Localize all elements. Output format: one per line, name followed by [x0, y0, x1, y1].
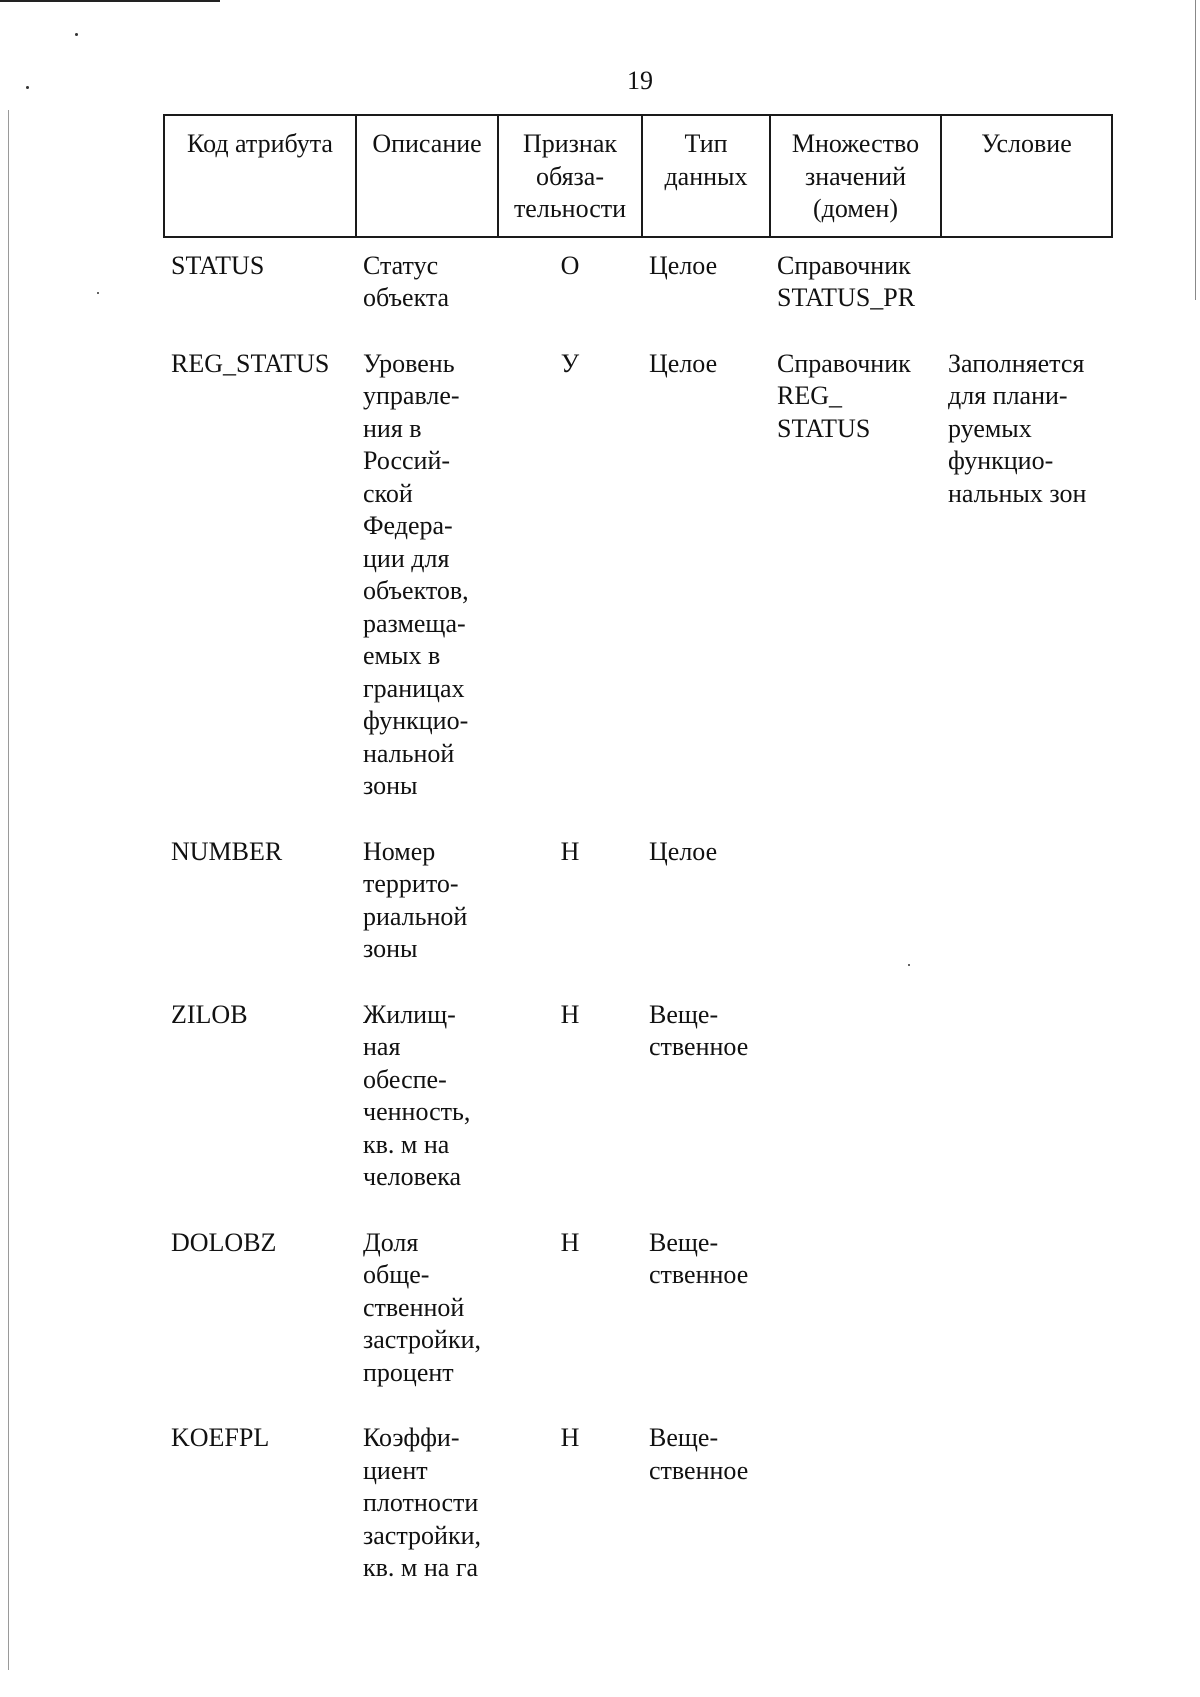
table-row — [164, 987, 1112, 1215]
cell-domain: Справочник STATUS_PR — [777, 250, 916, 312]
cell-type: Веще- ственное — [649, 1423, 749, 1485]
table-header — [164, 115, 1112, 237]
cell-description: Коэффи- циент плотности застройки, кв. м на га — [363, 1423, 481, 1582]
scan-speck — [75, 33, 78, 36]
header-description: Описание — [356, 115, 498, 237]
cell-required: Н — [560, 1423, 580, 1452]
cell-description: Жилищ- ная обеспе- ченность, кв. м на человека — [363, 999, 471, 1191]
cell-domain — [770, 1410, 941, 1585]
cell-description: Номер террито- риальной зоны — [363, 836, 468, 963]
cell-required: Н — [560, 836, 580, 866]
cell-description: Статус объекта — [363, 250, 450, 312]
cell-condition — [941, 1215, 1112, 1411]
cell-domain — [770, 824, 941, 987]
table-row — [164, 1215, 1112, 1411]
cell-code: STATUS — [171, 250, 265, 280]
cell-type: Целое — [649, 348, 718, 378]
cell-domain: Справочник REG_ STATUS — [777, 348, 911, 443]
header-condition: Условие — [941, 115, 1112, 237]
cell-domain — [770, 987, 941, 1215]
header-data-type: Тип данных — [642, 115, 770, 237]
cell-type: Целое — [649, 250, 718, 280]
cell-type: Веще- ственное — [649, 1227, 749, 1289]
cell-required: О — [560, 250, 580, 280]
table-row — [164, 1410, 1112, 1585]
header-attribute-code: Код атрибута — [164, 115, 356, 237]
table-row — [164, 237, 1112, 336]
cell-condition — [941, 824, 1112, 987]
cell-code: KOEFPL — [171, 1423, 270, 1452]
cell-code: REG_STATUS — [171, 348, 330, 378]
cell-code: ZILOB — [171, 999, 248, 1029]
table-row — [164, 824, 1112, 987]
table-body — [164, 237, 1112, 1585]
scan-edge-right — [1195, 0, 1196, 300]
cell-description: Доля обще- ственной застройки, процент — [363, 1227, 481, 1387]
cell-required: У — [560, 348, 580, 378]
header-required-flag: Признак обяза- тельности — [498, 115, 642, 237]
cell-condition: Заполняется для плани- руемых функцио- нальных зон — [948, 348, 1087, 508]
cell-type: Веще- ственное — [649, 999, 749, 1061]
cell-description: Уровень управле- ния в Россий- ской Федера- ции для объектов, размеща- емых в границах функцио- нальной зоны — [363, 348, 469, 800]
cell-condition — [941, 237, 1112, 336]
scan-edge-left — [8, 110, 9, 1670]
cell-code: NUMBER — [171, 836, 283, 866]
attribute-table — [163, 114, 1113, 1585]
header-value-domain: Множество значений (домен) — [770, 115, 941, 237]
cell-required: Н — [560, 999, 580, 1029]
cell-domain — [770, 1215, 941, 1411]
scan-edge-top — [0, 0, 220, 2]
header-row — [164, 115, 1112, 237]
cell-required: Н — [560, 1227, 580, 1257]
cell-condition — [941, 1410, 1112, 1585]
scan-speck — [97, 292, 99, 294]
page-number: 19 — [627, 66, 653, 95]
cell-condition — [941, 987, 1112, 1215]
table-row — [164, 336, 1112, 824]
cell-code: DOLOBZ — [171, 1227, 277, 1257]
cell-type: Целое — [649, 836, 718, 866]
